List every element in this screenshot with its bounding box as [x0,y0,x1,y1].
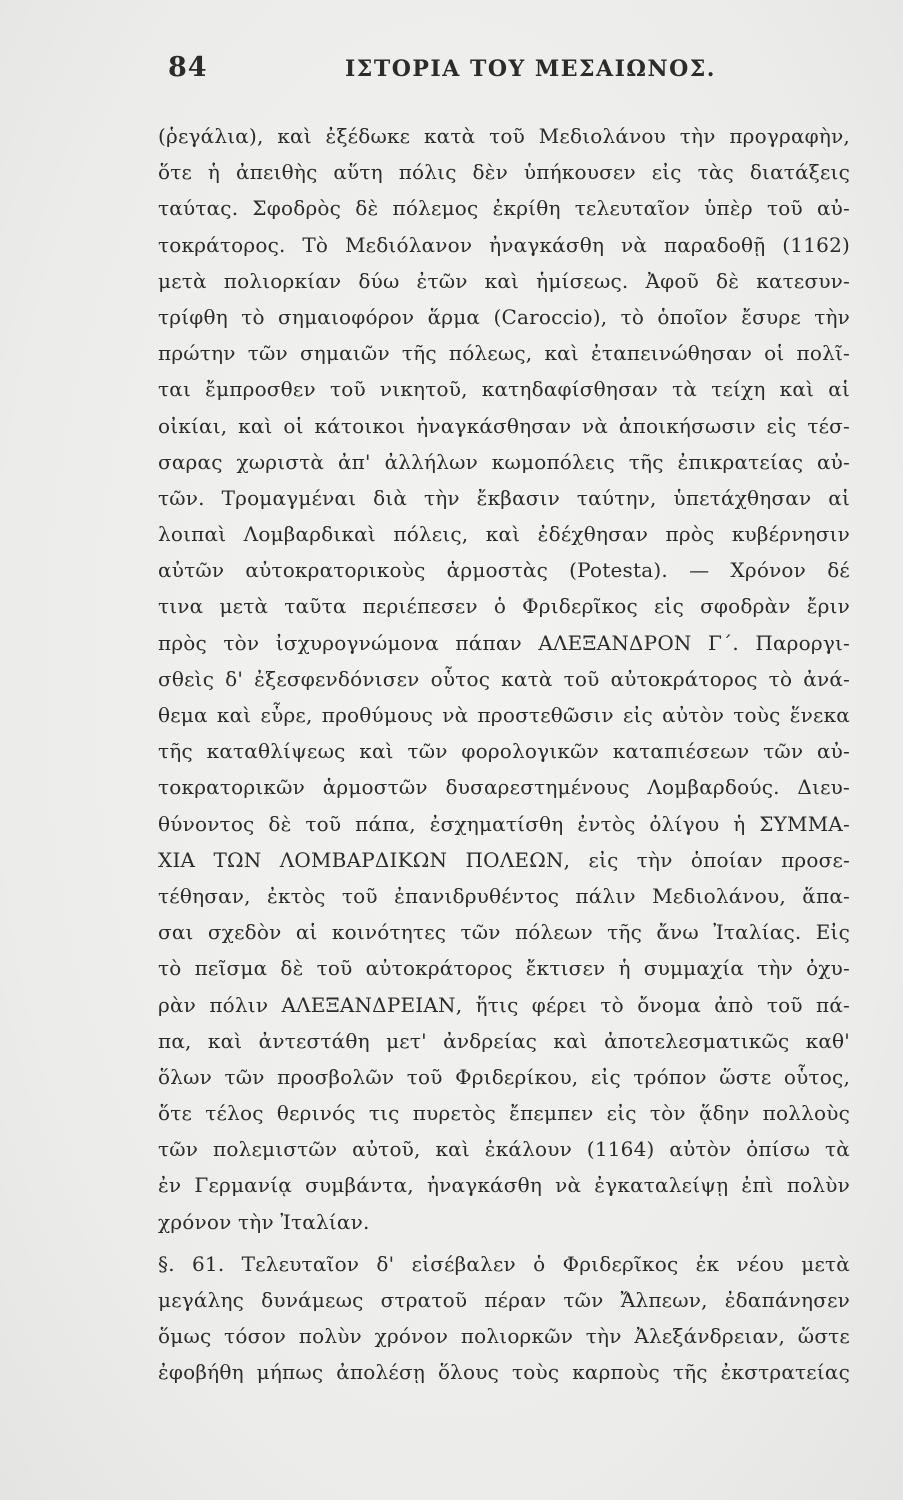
text-line: τέθησαν, ἐκτὸς τοῦ ἐπανιδρυθέντος πάλιν Μεδιολάνου, ἅπα- [158,883,850,908]
text-line: τῶν πολεμιστῶν αὐτοῦ, καὶ ἐκάλουν (1164) αὐτὸν ὀπίσω τὰ [158,1137,850,1162]
text-line: (ῥεγάλια), καὶ ἐξέδωκε κατὰ τοῦ Μεδιολάνου τὴν προγραφὴν, [158,124,850,148]
section-heading-line: §. 61. Τελευταῖον δ' εἰσέβαλεν ὁ Φριδερῖκος ἐκ νέου μετὰ [158,1251,850,1276]
text-line: πα, καὶ ἀντεστάθη μετ' ἀνδρείας καὶ ἀποτελεσματικῶς καθ' [158,1028,850,1053]
text-line: λοιπαὶ Λομβαρδικαὶ πόλεις, καὶ ἐδέχθησαν πρὸς κυβέρνησιν [158,522,850,547]
text-line: τῶν. Τρομαγμέναι διὰ τὴν ἔκβασιν ταύτην, ὑπετάχθησαν αἱ [158,485,850,510]
text-line: σθεὶς δ' ἐξεσφενδόνισεν οὗτος κατὰ τοῦ αὐτοκράτορος τὸ ἀνά- [158,666,850,691]
text-line: οἰκίαι, καὶ οἱ κάτοικοι ἠναγκάσθησαν νὰ ἀποικήσωσιν εἰς τέσ- [158,413,850,438]
text-line: ταύτας. Σφοδρὸς δὲ πόλεμος ἐκρίθη τελευταῖον ὑπὲρ τοῦ αὐ- [158,196,850,221]
text-line: τινα μετὰ ταῦτα περιέπεσεν ὁ Φριδερῖκος εἰς σφοδρὰν ἔριν [158,594,850,619]
text-line: σαρας χωριστὰ ἀπ' ἀλλήλων κωμοπόλεις τῆς ἐπικρατείας αὐ- [158,449,850,474]
page-number: 84 [168,52,208,83]
text-line: τοκρατορικῶν ἁρμοστῶν δυσαρεστημένους Λομβαρδούς. Διευ- [158,775,850,800]
text-line: σαι σχεδὸν αἱ κοινότητες τῶν πόλεων τῆς ἄνω Ἰταλίας. Εἰς [158,920,850,945]
text-line: ὅλων τῶν προσβολῶν τοῦ Φριδερίκου, εἰς τρόπον ὥστε οὗτος, [158,1064,850,1089]
paragraph-end-line: χρόνον τὴν Ἰταλίαν. [158,1209,370,1234]
text-line: ὅμως τόσον πολὺν χρόνον πολιορκῶν τὴν Ἀλεξάνδρειαν, ὥστε [158,1324,850,1349]
text-line: αὐτῶν αὐτοκρατορικοὺς ἁρμοστὰς (Potesta). — Χρόνον δέ [158,558,850,583]
text-line: τρίφθη τὸ σημαιοφόρον ἅρμα (Caroccio), τὸ ὁποῖον ἔσυρε τὴν [158,304,850,329]
text-line: τῆς καταθλίψεως καὶ τῶν φορολογικῶν καταπιέσεων τῶν αὐ- [158,739,850,764]
text-line: μεγάλης δυνάμεως στρατοῦ πέραν τῶν Ἄλπεων, ἐδαπάνησεν [158,1288,850,1312]
text-line: θύνοντος δὲ τοῦ πάπα, ἐσχηματίσθη ἐντὸς ὀλίγου ἡ ΣΥΜΜΑ- [158,811,850,836]
text-line: ἐφοβήθη μήπως ἀπολέσῃ ὅλους τοὺς καρποὺς τῆς ἐκστρατείας [158,1360,850,1385]
text-line: ρὰν πόλιν ΑΛΕΞΑΝΔΡΕΙΑΝ, ἥτις φέρει τὸ ὄνομα ἀπὸ τοῦ πά- [158,992,850,1017]
text-line: μετὰ πολιορκίαν δύω ἐτῶν καὶ ἡμίσεως. Ἀφοῦ δὲ κατεσυν- [158,268,850,293]
text-line: ται ἔμπροσθεν τοῦ νικητοῦ, κατηδαφίσθησαν τὰ τείχη καὶ αἱ [158,377,850,402]
text-line: θεμα καὶ εὗρε, προθύμους νὰ προστεθῶσιν εἰς αὐτὸν τοὺς ἕνεκα [158,703,850,727]
text-line: τὸ πεῖσμα δὲ τοῦ αὐτοκράτορος ἔκτισεν ἡ συμμαχία τὴν ὀχυ- [158,956,850,981]
text-line: ὅτε ἡ ἀπειθὴς αὕτη πόλις δὲν ὑπήκουσεν εἰς τὰς διατάξεις [158,160,850,185]
running-head: ΙΣΤΟΡΙΑ ΤΟΥ ΜΕΣΑΙΩΝΟΣ. [345,56,716,82]
text-line: ἐν Γερμανίᾳ συμβάντα, ἠναγκάσθη νὰ ἐγκαταλείψῃ ἐπὶ πολὺν [158,1173,850,1198]
page-header [160,52,850,92]
text-line: ΧΙΑ ΤΩΝ ΛΟΜΒΑΡΔΙΚΩΝ ΠΟΛΕΩΝ, εἰς τὴν ὁποίαν προσε- [158,847,850,872]
text-line: ὅτε τέλος θερινός τις πυρετὸς ἔπεμπεν εἰς τὸν ᾅδην πολλοὺς [158,1101,850,1126]
text-line: πρώτην τῶν σημαιῶν τῆς πόλεως, καὶ ἐταπεινώθησαν οἱ πολῖ- [158,341,850,366]
text-line: πρὸς τὸν ἰσχυρογνώμονα πάπαν ΑΛΕΞΑΝΔΡΟΝ Γ΄. Παροργι- [158,630,850,655]
body-text [158,118,850,1391]
text-line: τοκράτορος. Τὸ Μεδιόλανον ἠναγκάσθη νὰ παραδοθῇ (1162) [158,232,850,257]
